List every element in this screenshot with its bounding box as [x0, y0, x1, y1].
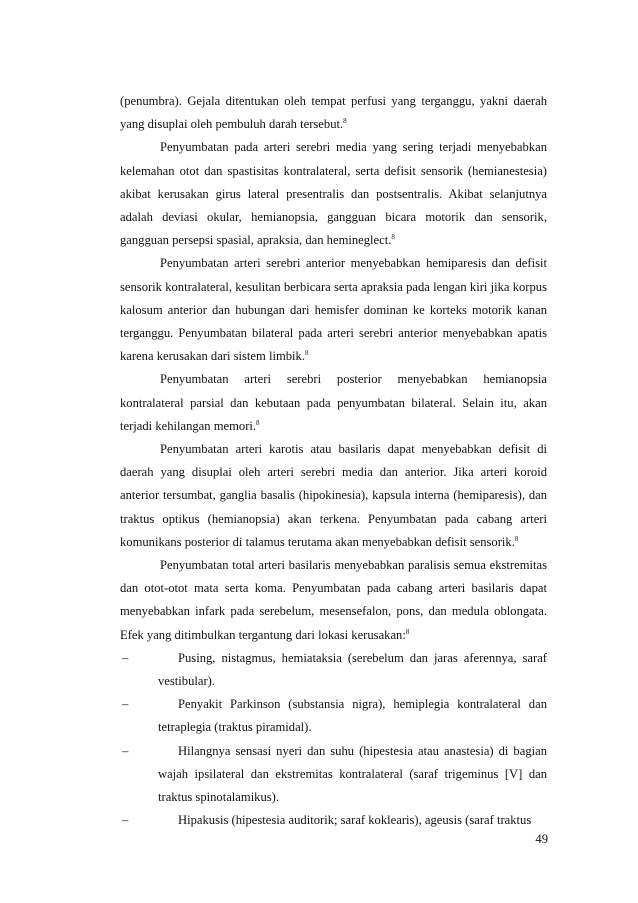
paragraph-arteri-serebri-posterior: Penyumbatan arteri serebri posterior menyebabkan hemianopsia kontralateral parsial dan kebutaan pada penyumbatan bilateral. Selain itu, akan terjadi kehilangan memori.$^8$ [120, 372, 547, 433]
citation-ref: 8 [405, 627, 410, 636]
body-text [120, 90, 547, 833]
dash-bullet: – [122, 697, 129, 712]
dash-bullet: – [122, 743, 129, 758]
list-item: – Hilangnya sensasi nyeri dan suhu (hipestesia atau anastesia) di bagian wajah ipsilateral dan ekstremitas kontralateral (saraf trigeminus [V] dan traktus spinotalamikus). [120, 740, 547, 810]
page-number: 49 [535, 832, 548, 846]
effects-list [120, 647, 547, 833]
paragraph-arteri-karotis-basilaris: Penyumbatan arteri karotis atau basilaris dapat menyebabkan defisit di daerah yang disuplai oleh arteri serebri media dan anterior. Jika arteri koroid anterior tersumbat, ganglia basalis (hipokinesia), kapsula interna (hemiparesis), dan traktus optikus (hemianopsia) akan terkena. Penyumbatan pada cabang arteri komunikans posterior di talamus terutama akan menyebabkan defisit sensorik.$^8$ [120, 442, 547, 549]
paragraph-arteri-serebri-media: Penyumbatan pada arteri serebri media yang sering terjadi menyebabkan kelemahan otot dan spastisitas kontralateral, serta defisit sensorik (hemianestesia) akibat kerusakan girus lateral presentralis dan postsentralis. Akibat selanjutnya adalah deviasi okular, hemianopsia, gangguan bicara motorik dan sensorik, gangguan persepsi spasial, apraksia, dan hemineglect.$^8$ [120, 140, 547, 248]
citation-ref: 8 [343, 117, 347, 126]
dash-bullet: – [122, 650, 129, 665]
paragraph-penyumbatan-total: Penyumbatan total arteri basilaris menyebabkan paralisis semua ekstremitas dan otot-otot mata serta koma. Penyumbatan pada cabang arteri basilaris dapat menyebabkan infark pada serebelum, mesensefalon, pons, dan medula oblongata. Efek yang ditimbulkan tergantung dari lokasi kerusakan:$^8$ [120, 558, 547, 642]
paragraph-penumbra: (penumbra). Gejala ditentukan oleh tempat perfusi yang terganggu, yakni daerah yang disuplai oleh pembuluh darah tersebut.$^8$ [120, 94, 547, 132]
citation-ref: 8 [256, 418, 260, 427]
list-item: – Pusing, nistagmus, hemiataksia (serebelum dan jaras aferennya, saraf vestibular). [120, 647, 547, 693]
citation-ref: 8 [391, 233, 395, 242]
list-item: – Penyakit Parkinson (substansia nigra), hemiplegia kontralateral dan tetraplegia (traktus piramidal). [120, 693, 547, 739]
paragraph-arteri-serebri-anterior: Penyumbatan arteri serebri anterior menyebabkan hemiparesis dan defisit sensorik kontralateral, kesulitan berbicara serta apraksia pada lengan kiri jika korpus kalosum anterior dan hubungan dari hemisfer dominan ke korteks motorik kanan terganggu. Penyumbatan bilateral pada arteri serebri anterior menyebabkan apatis karena kerusakan dari sistem limbik.$^8$ [120, 256, 547, 364]
citation-ref: 8 [305, 349, 309, 358]
citation-ref: 8 [514, 534, 519, 543]
list-item: – Hipakusis (hipestesia auditorik; saraf koklearis), ageusis (saraf traktus [120, 809, 547, 832]
dash-bullet: – [122, 813, 129, 828]
